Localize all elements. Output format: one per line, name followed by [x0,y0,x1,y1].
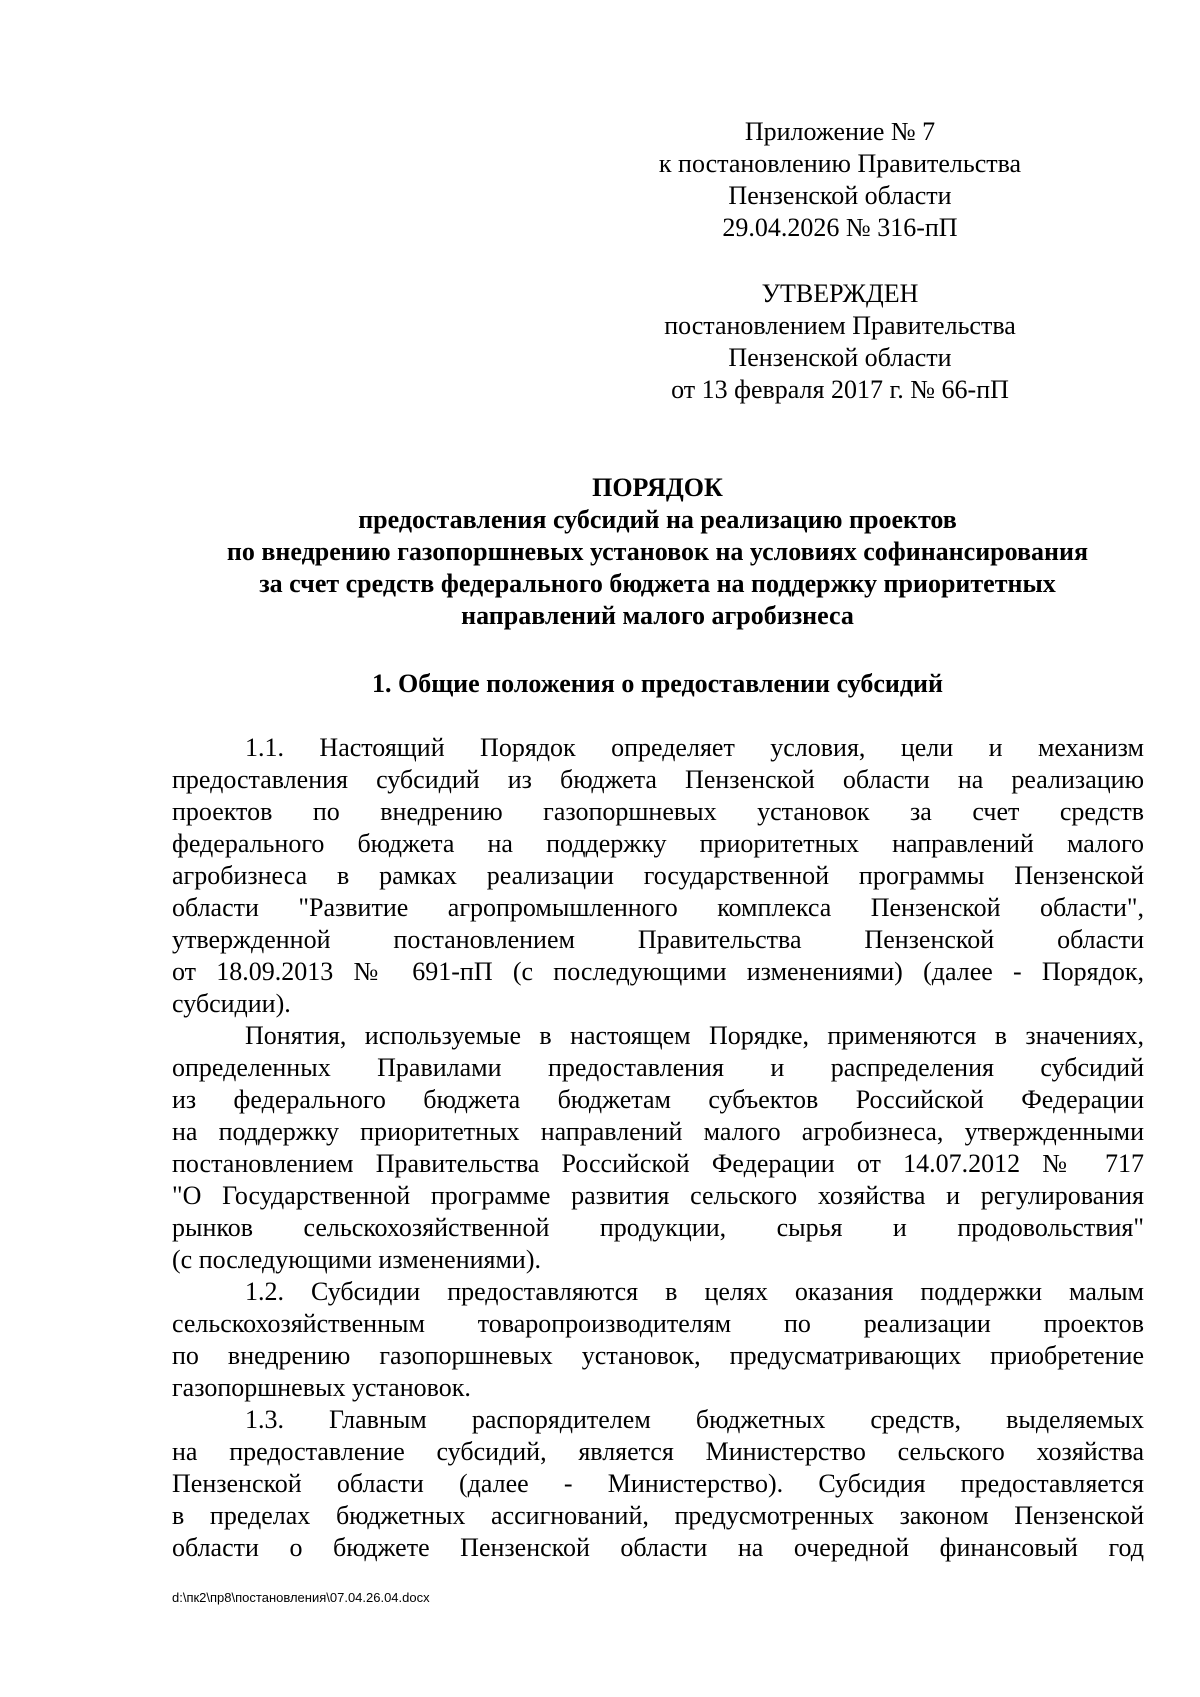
appendix-line: Пензенской области [728,181,952,210]
text-line: федерального бюджета на поддержку приоритетных направлений малого [172,829,1144,858]
text-line: от 18.09.2013 № 691-пП (с последующими изменениями) (далее - Порядок, [172,957,1144,986]
text-line: области о бюджете Пензенской области на очередной финансовый год [172,1533,1144,1562]
approval-line: от 13 февраля 2017 г. № 66-пП [671,375,1009,404]
approval-line: постановлением Правительства [664,311,1016,340]
text-line: 1.3. Главным распорядителем бюджетных средств, выделяемых [245,1405,1144,1434]
text-line: на поддержку приоритетных направлений малого агробизнеса, утвержденными [172,1117,1144,1146]
title-subtitle-line: направлений малого агробизнеса [461,601,854,630]
text-line: области "Развитие агропромышленного комплекса Пензенской области", [172,893,1144,922]
paragraph-definitions [172,1020,1144,1276]
approval-line: Пензенской области [728,343,952,372]
paragraph-1-1 [172,732,1144,1020]
text-line: субсидии). [172,989,291,1018]
text-line: газопоршневых установок. [172,1373,471,1402]
title-subtitle-line: за счет средств федерального бюджета на поддержку приоритетных [259,569,1056,598]
text-line: 1.2. Субсидии предоставляются в целях оказания поддержки малым [245,1277,1144,1306]
text-line: "О Государственной программе развития сельского хозяйства и регулирования [172,1181,1144,1210]
approval-line: УТВЕРЖДЕН [761,279,919,308]
text-line: проектов по внедрению газопоршневых установок за счет средств [172,797,1144,826]
section-heading: 1. Общие положения о предоставлении субсидий [371,669,944,698]
paragraph-1-3 [172,1404,1144,1564]
text-line: из федерального бюджета бюджетам субъектов Российской Федерации [172,1085,1144,1114]
text-line: предоставления субсидий из бюджета Пензенской области на реализацию [172,765,1144,794]
text-line: определенных Правилами предоставления и распределения субсидий [172,1053,1144,1082]
text-line: постановлением Правительства Российской Федерации от 14.07.2012 № 717 [172,1149,1144,1178]
text-line: на предоставление субсидий, является Министерство сельского хозяйства [172,1437,1144,1466]
paragraph-1-2 [172,1276,1144,1404]
text-line: 1.1. Настоящий Порядок определяет условия, цели и механизм [245,733,1144,762]
section-body [172,732,1144,1564]
document-title [170,472,1145,632]
text-line: по внедрению газопоршневых установок, предусматривающих приобретение [172,1341,1144,1370]
text-line: (с последующими изменениями). [172,1245,542,1274]
text-line: Понятия, используемые в настоящем Порядке, применяются в значениях, [245,1021,1144,1050]
text-line: агробизнеса в рамках реализации государственной программы Пензенской [172,861,1144,890]
title-main: ПОРЯДОК [592,473,723,502]
text-line: сельскохозяйственным товаропроизводителям по реализации проектов [172,1309,1144,1338]
approval-stamp [640,278,1040,406]
text-line: Пензенской области (далее - Министерство). Субсидия предоставляется [172,1469,1144,1498]
text-line: рынков сельскохозяйственной продукции, сырья и продовольствия" [172,1213,1144,1242]
file-path-footer: d:\пк2\пр8\постановления\07.04.26.04.docx [172,1590,430,1605]
title-subtitle-line: по внедрению газопоршневых установок на условиях софинансирования [226,537,1089,566]
appendix-line: 29.04.2026 № 316-пП [722,213,958,242]
text-line: утвержденной постановлением Правительства Пензенской области [172,925,1144,954]
appendix-line: к постановлению Правительства [658,149,1022,178]
appendix-line: Приложение № 7 [744,117,936,146]
title-subtitle-line: предоставления субсидий на реализацию проектов [358,505,957,534]
text-line: в пределах бюджетных ассигнований, предусмотренных законом Пензенской [172,1501,1144,1530]
appendix-reference [640,116,1040,244]
